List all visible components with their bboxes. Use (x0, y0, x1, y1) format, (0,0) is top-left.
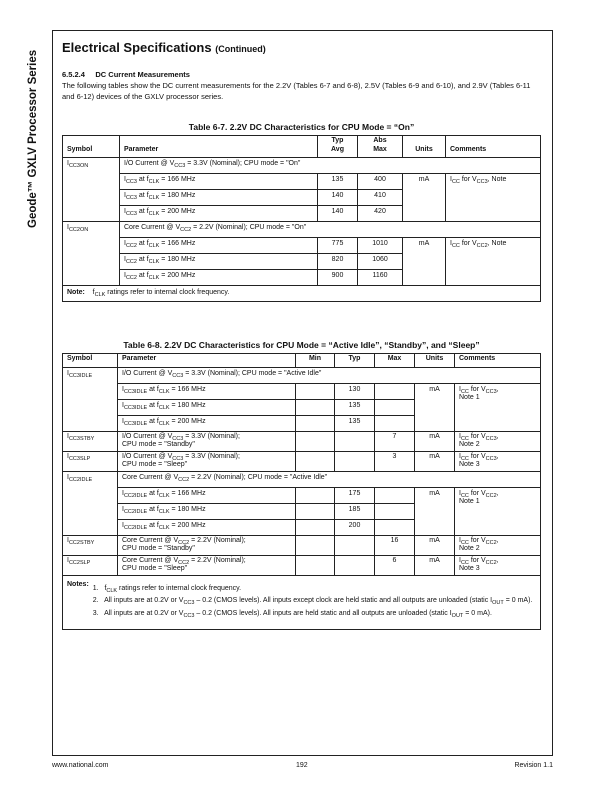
header-row (63, 354, 541, 368)
column-header: Comments (455, 354, 541, 368)
typ-cell: 900 (318, 270, 358, 286)
column-header: Parameter (118, 354, 296, 368)
group-header-row (63, 158, 541, 174)
max-cell: 1160 (358, 270, 403, 286)
max-cell (375, 487, 415, 503)
notes-list (93, 583, 533, 623)
parameter-cell: $I_{CC2IDLE}$ at $f_{CLK} = 166$ MHz (118, 487, 296, 503)
max-cell: 3 (375, 451, 415, 471)
typ-cell: 200 (335, 519, 375, 535)
group-parameter-cell: I/O Current @ $V_{CC3} = 3.3V$ (Nominal); CPU mode = "Active Idle" (118, 367, 541, 383)
max-cell: 7 (375, 431, 415, 451)
parameter-cell: $I_{CC3IDLE}$ at $f_{CLK} = 166$ MHz (118, 383, 296, 399)
parameter-cell: $I_{CC3IDLE}$ at $f_{CLK} = 200$ MHz (118, 415, 296, 431)
symbol-cell: $I_{CC3ON}$ (63, 158, 120, 222)
typ-cell: 140 (318, 190, 358, 206)
comments-cell: $I_{CC}$ for $V_{CC3}$, Note (446, 174, 541, 222)
column-header: Symbol (63, 136, 120, 158)
section-intro: The following tables show the DC current measurements for the 2.2V (Tables 6-7 and 6-8), 2.5V (Tables 6-9 and 6-10), and 2.9V (Tables 6-11 and 6-12) devices of the GXLV processor series. (62, 81, 531, 101)
min-cell (296, 487, 335, 503)
group-header-row (63, 367, 541, 383)
typ-cell (335, 535, 375, 555)
table-row (63, 487, 541, 503)
table-note: Note: $f_{CLK}$ ratings refer to internal clock frequency. (63, 286, 541, 302)
symbol-cell: $I_{CC3IDLE}$ (63, 367, 118, 431)
typ-cell (335, 431, 375, 451)
parameter-cell: $I_{CC2IDLE}$ at $f_{CLK} = 200$ MHz (118, 519, 296, 535)
typ-cell: 175 (335, 487, 375, 503)
max-cell: 400 (358, 174, 403, 190)
max-cell: 16 (375, 535, 415, 555)
note-item: 2. All inputs are at 0.2V or $V_{CC3} - 0.2$ (CMOS levels). All inputs except clock are held static and all outputs are unloaded (static $I_{OUT} = 0$ mA). (92, 597, 533, 606)
typ-cell: 820 (318, 254, 358, 270)
table-row (63, 555, 541, 575)
min-cell (296, 415, 335, 431)
min-cell (296, 451, 335, 471)
column-header: Comments (446, 136, 541, 158)
parameter-cell: Core Current @ $V_{CC2} = 2.2V$ (Nominal); CPU mode = "Standby" (118, 535, 296, 555)
column-header: Typ (335, 354, 375, 368)
parameter-cell: $I_{CC2}$ at $f_{CLK} = 200$ MHz (120, 270, 318, 286)
typ-cell: 185 (335, 503, 375, 519)
max-cell: 1010 (358, 238, 403, 254)
series-sidebar-title: Geode™ GXLV Processor Series (27, 49, 39, 228)
section-heading (62, 70, 190, 79)
footer-revision: Revision 1.1 (514, 762, 553, 769)
comments-cell: $I_{CC}$ for $V_{CC2}$, Note 2 (455, 535, 541, 555)
table-row (63, 535, 541, 555)
units-cell: mA (415, 451, 455, 471)
min-cell (296, 555, 335, 575)
units-cell: mA (415, 535, 455, 555)
symbol-cell: $I_{CC2SLP}$ (63, 555, 118, 575)
min-cell (296, 535, 335, 555)
table-row (63, 174, 541, 190)
column-header: Units (403, 136, 446, 158)
table-notes (63, 575, 541, 630)
symbol-cell: $I_{CC2IDLE}$ (63, 471, 118, 535)
comments-cell: $I_{CC}$ for $V_{CC2}$, Note 3 (455, 555, 541, 575)
parameter-cell: $I_{CC3IDLE}$ at $f_{CLK} = 180$ MHz (118, 399, 296, 415)
comments-cell: $I_{CC}$ for $V_{CC3}$, Note 1 (455, 383, 541, 431)
max-cell: 410 (358, 190, 403, 206)
typ-cell (335, 451, 375, 471)
section-number: 6.5.2.4 (62, 70, 85, 79)
max-cell (375, 415, 415, 431)
min-cell (296, 399, 335, 415)
note-item: 3. All inputs are at 0.2V or $V_{CC3} - 0.2$ (CMOS levels). All inputs are held static and all outputs are unloaded (static $I_{OUT} = 0$ mA). (92, 609, 492, 619)
column-header: Min (296, 354, 335, 368)
typ-cell: 135 (335, 415, 375, 431)
group-parameter-cell: I/O Current @ $V_{CC3} = 3.3V$ (Nominal); CPU mode = "On" (120, 158, 541, 174)
group-header-row (63, 222, 541, 238)
parameter-cell: $I_{CC2IDLE}$ at $f_{CLK} = 180$ MHz (118, 503, 296, 519)
min-cell (296, 431, 335, 451)
column-header: Parameter (120, 136, 318, 158)
typ-cell (335, 555, 375, 575)
min-cell (296, 503, 335, 519)
column-header: Abs Max (358, 136, 403, 158)
units-cell: mA (403, 174, 446, 222)
column-header: Max (375, 354, 415, 368)
symbol-cell: $I_{CC3SLP}$ (63, 451, 118, 471)
max-cell (375, 503, 415, 519)
parameter-cell: I/O Current @ $V_{CC3} = 3.3V$ (Nominal); CPU mode = "Standby" (118, 431, 296, 451)
table-row (63, 383, 541, 399)
typ-cell: 140 (318, 206, 358, 222)
comments-cell: $I_{CC}$ for $V_{CC3}$, Note 2 (455, 431, 541, 451)
notes-row (63, 575, 541, 630)
max-cell (375, 383, 415, 399)
max-cell (375, 519, 415, 535)
symbol-cell: $I_{CC2STBY}$ (63, 535, 118, 555)
table-6-8 (62, 353, 541, 630)
comments-cell: $I_{CC}$ for $V_{CC3}$, Note 3 (455, 451, 541, 471)
comments-cell: $I_{CC}$ for $V_{CC2}$, Note 1 (455, 487, 541, 535)
table2-title: Table 6-8. 2.2V DC Characteristics for CPU Mode = “Active Idle”, “Standby”, and “Sleep” (123, 340, 480, 350)
table-row (63, 451, 541, 471)
parameter-cell: I/O Current @ $V_{CC3} = 3.3V$ (Nominal); CPU mode = "Sleep" (118, 451, 296, 471)
notes-label: Notes: (67, 580, 89, 588)
column-header: Symbol (63, 354, 118, 368)
units-cell: mA (415, 431, 455, 451)
typ-cell: 135 (318, 174, 358, 190)
typ-cell: 130 (335, 383, 375, 399)
typ-cell: 135 (335, 399, 375, 415)
comments-cell: $I_{CC}$ for $V_{CC2}$, Note (446, 238, 541, 286)
column-header: Typ Avg (318, 136, 358, 158)
typ-cell: 775 (318, 238, 358, 254)
parameter-cell: $I_{CC2}$ at $f_{CLK} = 180$ MHz (120, 254, 318, 270)
header-row (63, 136, 541, 158)
page-title (62, 40, 266, 55)
parameter-cell: $I_{CC3}$ at $f_{CLK} = 166$ MHz (120, 174, 318, 190)
parameter-cell: $I_{CC3}$ at $f_{CLK} = 200$ MHz (120, 206, 318, 222)
parameter-cell: Core Current @ $V_{CC2} = 2.2V$ (Nominal); CPU mode = "Sleep" (118, 555, 296, 575)
footer-website: www.national.com (52, 762, 109, 769)
section-title: DC Current Measurements (95, 70, 190, 79)
table1-title: Table 6-7. 2.2V DC Characteristics for CPU Mode = “On” (188, 122, 415, 132)
title-text: Electrical Specifications (62, 40, 212, 55)
min-cell (296, 519, 335, 535)
units-cell: mA (415, 555, 455, 575)
notes-row (63, 286, 541, 302)
footer-page-number: 192 (296, 762, 308, 769)
symbol-cell: $I_{CC2ON}$ (63, 222, 120, 286)
min-cell (296, 383, 335, 399)
table-6-7 (62, 135, 541, 302)
table-row (63, 238, 541, 254)
table-row (63, 431, 541, 451)
group-parameter-cell: Core Current @ $V_{CC2} = 2.2V$ (Nominal); CPU mode = "On" (120, 222, 541, 238)
parameter-cell: $I_{CC2}$ at $f_{CLK} = 166$ MHz (120, 238, 318, 254)
units-cell: mA (415, 383, 455, 431)
max-cell (375, 399, 415, 415)
units-cell: mA (403, 238, 446, 286)
max-cell: 1060 (358, 254, 403, 270)
max-cell: 6 (375, 555, 415, 575)
parameter-cell: $I_{CC3}$ at $f_{CLK} = 180$ MHz (120, 190, 318, 206)
symbol-cell: $I_{CC3STBY}$ (63, 431, 118, 451)
group-parameter-cell: Core Current @ $V_{CC2} = 2.2V$ (Nominal); CPU mode = "Active Idle" (118, 471, 541, 487)
note-item: 1. $f_{CLK}$ ratings refer to internal clock frequency. (92, 584, 242, 594)
units-cell: mA (415, 487, 455, 535)
title-suffix: (Continued) (215, 44, 266, 54)
max-cell: 420 (358, 206, 403, 222)
column-header: Units (415, 354, 455, 368)
group-header-row (63, 471, 541, 487)
